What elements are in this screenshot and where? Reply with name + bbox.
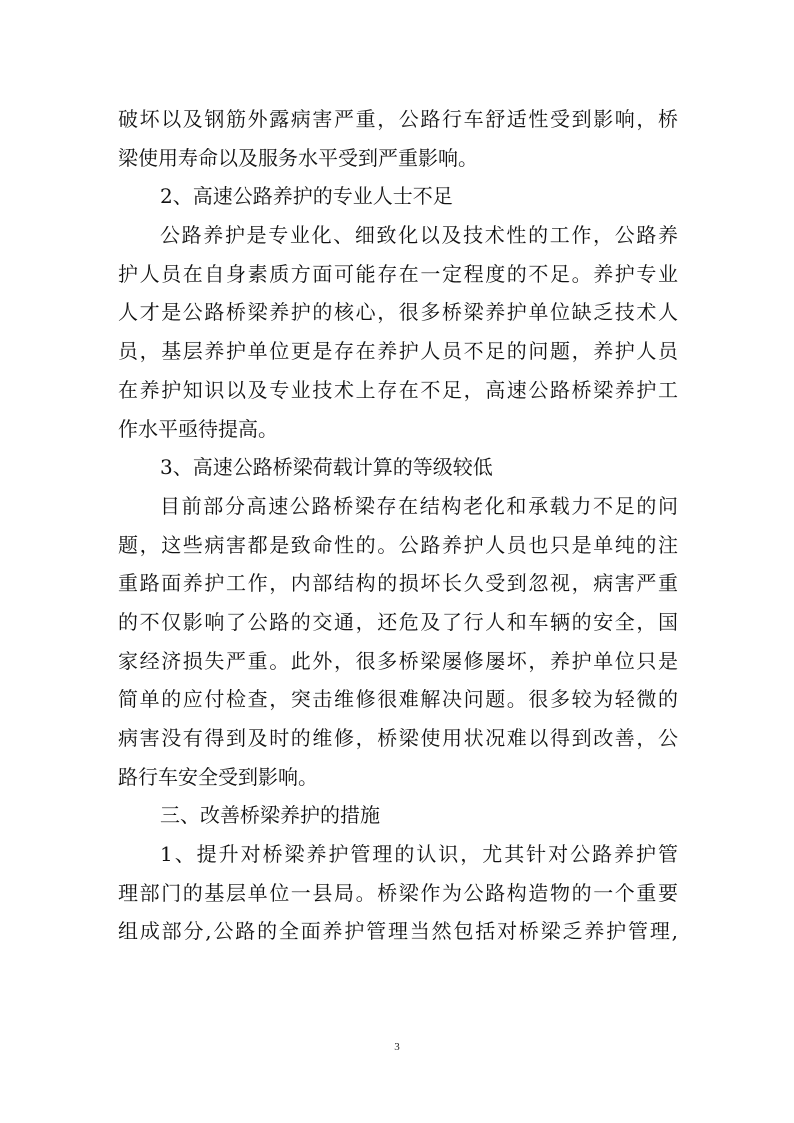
text-line: 3、高速公路桥梁荷载计算的等级较低 [160,455,493,480]
text-line: 人才是公路桥梁养护的核心，很多桥梁养护单位缺乏技术人 [118,300,678,325]
text-line: 作水平亟待提高。 [118,416,278,441]
section-heading [118,796,678,835]
text-line: 病害没有得到及时的维修，桥梁使用状况难以得到改善，公 [118,726,678,750]
section-heading [118,448,678,487]
text-line: 1、提升对桥梁养护管理的认识，尤其针对公路养护管 [160,842,678,867]
text-line: 的不仅影响了公路的交通，还危及了行人和车辆的安全，国 [118,609,678,634]
text-line: 护人员在自身素质方面可能存在一定程度的不足。养护专业 [118,261,678,286]
paragraph [118,216,678,448]
text-line: 公路养护是专业化、细致化以及技术性的工作，公路养 [160,223,678,248]
text-line: 组成部分,公路的全面养护管理当然包括对桥梁乏养护管理, [118,919,678,944]
text-line: 路行车安全受到影响。 [118,764,318,789]
text-line: 家经济损失严重。此外，很多桥梁屡修屡坏，养护单位只是 [118,648,678,673]
text-line: 三、改善桥梁养护的措施 [160,803,380,828]
text-line: 2、高速公路养护的专业人士不足 [160,184,453,209]
paragraph [118,100,678,177]
text-line: 梁使用寿命以及服务水平受到严重影响。 [118,145,478,170]
page-number: 3 [394,1041,400,1053]
text-line: 目前部分高速公路桥梁存在结构老化和承载力不足的问 [160,493,678,518]
text-line: 重路面养护工作，内部结构的损坏长久受到忽视，病害严重 [118,571,678,596]
text-line: 题，这些病害都是致命性的。公路养护人员也只是单纯的注 [118,532,678,557]
document-body [118,100,678,951]
section-heading [118,177,678,216]
paragraph [118,835,678,951]
text-line: 破坏以及钢筋外露病害严重，公路行车舒适性受到影响，桥 [118,107,678,131]
text-line: 理部门的基层单位一县局。桥梁作为公路构造物的一个重要 [118,880,678,905]
text-line: 员，基层养护单位更是存在养护人员不足的问题，养护人员 [118,339,678,364]
text-line: 在养护知识以及专业技术上存在不足，高速公路桥梁养护工 [118,377,678,402]
paragraph [118,487,678,797]
text-line: 简单的应付检查，突击维修很难解决问题。很多较为轻微的 [118,687,678,712]
